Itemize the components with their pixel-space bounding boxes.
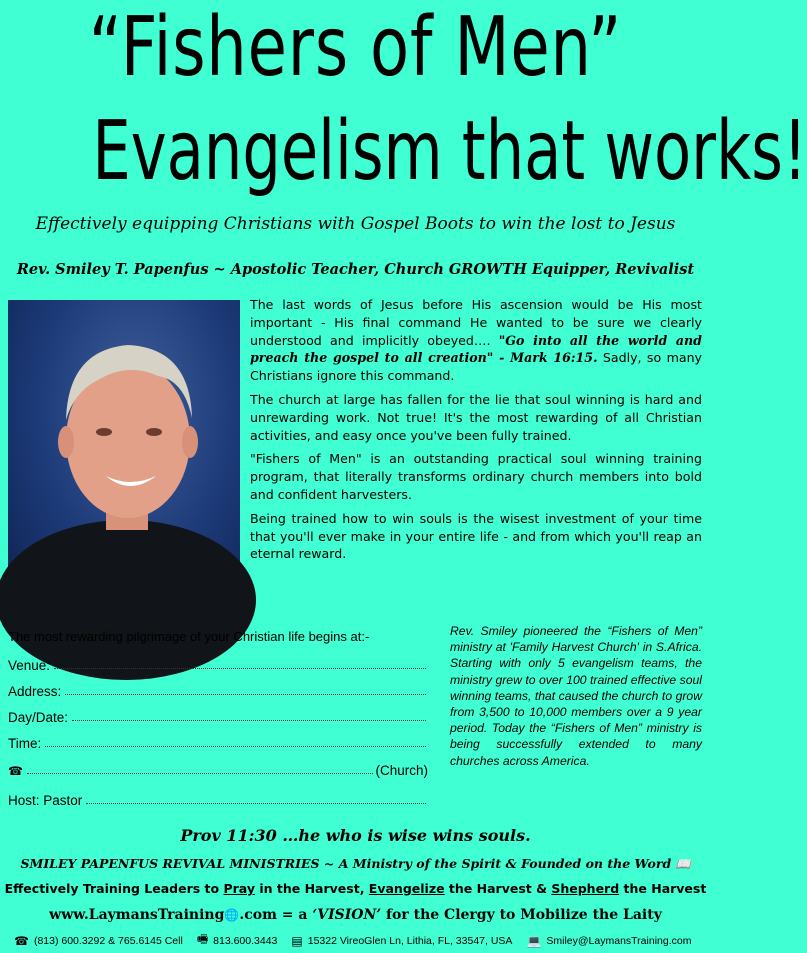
phone-icon: ☎ <box>14 933 29 948</box>
host-label: Host: Pastor <box>8 793 83 808</box>
time-blank <box>45 745 426 747</box>
date-label: Day/Date: <box>8 710 69 725</box>
globe-icon: 🌐 <box>224 908 240 922</box>
contact-bar <box>14 930 704 951</box>
paragraph-2: The church at large has fallen for the lie that soul winning is hard and unrewarding work. Not true! It's the most rewarding of all Christian activities, and easy once you've been fully trained. <box>250 391 702 443</box>
phone-field <box>8 763 428 778</box>
contact-address <box>291 934 512 948</box>
phone-icon: ☎ <box>8 764 23 778</box>
venue-field <box>8 658 428 673</box>
book-icon: 📖 <box>675 857 691 871</box>
paragraph-1 <box>250 296 702 385</box>
ministry-name <box>0 856 711 871</box>
website-suffix: .com = a <box>239 907 313 923</box>
training-shepherd: Shepherd <box>551 881 620 896</box>
address-field <box>8 684 428 699</box>
training-part-d: the Harvest <box>619 881 707 896</box>
phone-blank <box>27 772 374 774</box>
website-line <box>0 907 711 923</box>
portrait-illustration <box>8 300 240 608</box>
training-part-c: the Harvest & <box>444 881 552 896</box>
address-card-icon: ▤ <box>291 933 303 948</box>
title-line-1: “Fishers of Men” <box>88 0 623 95</box>
training-part-b: in the Harvest, <box>255 881 369 896</box>
ministry-history: Rev. Smiley pioneered the “Fishers of Men” ministry at 'Family Harvest Church' in S.Africa. Starting with only 5 evangelism teams, the ministry grew to over 100 trained effective soul winning teams, that caused the church to grow from 3,500 to 10,000 members over a 9 year period. Today the “Fishers of Men” ministry is being successfully extended to many churches across America. <box>450 624 702 768</box>
fax-number: 813.600.3443 <box>213 934 278 947</box>
host-field <box>8 793 428 808</box>
ministry-text: SMILEY PAPENFUS REVIVAL MINISTRIES ~ A Ministry of the Spirit & Founded on the Word <box>20 856 672 871</box>
paragraph-1-end: Sadly, so many Christians ignore this command. <box>250 350 703 384</box>
phone-number: (813) 600.3292 & 765.6145 Cell <box>33 934 183 947</box>
date-blank <box>72 719 426 721</box>
address-label: Address: <box>8 684 62 699</box>
fax-icon: 🖷 <box>196 932 209 946</box>
venue-label: Venue: <box>8 658 51 673</box>
computer-icon: 💻 <box>526 933 542 948</box>
phone-suffix: (Church) <box>375 763 428 778</box>
host-blank <box>86 802 426 804</box>
training-evangelize: Evangelize <box>368 881 445 896</box>
venue-blank <box>54 667 426 669</box>
paragraph-1-start: The last words of Jesus before His ascension would be His most important - His final command He wanted to be sure we clearly understood and implicitly obeyed…. <box>250 297 702 348</box>
title-line-2: Evangelism that works! <box>92 104 807 199</box>
proverb-quote: Prov 11:30 …he who is wise wins souls. <box>180 826 531 845</box>
training-tagline <box>0 881 711 896</box>
date-field <box>8 710 428 725</box>
contact-phone <box>14 934 183 948</box>
contact-fax <box>197 930 278 951</box>
scripture-quote: "Go into all the world and preach the gospel to all creation" - Mark 16:15. <box>250 332 702 366</box>
training-part-a: Effectively Training Leaders to <box>4 881 224 896</box>
paragraph-3: "Fishers of Men" is an outstanding practical soul winning training program, that literally transforms ordinary church members into bold and confident harvesters. <box>250 451 702 502</box>
main-body-text <box>250 296 702 569</box>
vision-word: ‘VISION’ <box>312 907 382 923</box>
training-pray: Pray <box>223 881 255 896</box>
time-label: Time: <box>8 736 42 751</box>
address-blank <box>65 693 426 695</box>
venue-intro: The most rewarding pilgrimage of your Christian life begins at:- <box>8 629 370 644</box>
website-tagline: for the Clergy to Mobilize the Laity <box>381 907 662 923</box>
email-address[interactable]: Smiley@LaymansTraining.com <box>546 934 692 947</box>
website-name[interactable]: www.LaymansTraining <box>49 907 225 923</box>
contact-email <box>526 934 691 948</box>
portrait-photo <box>8 300 240 608</box>
time-field <box>8 736 428 751</box>
subtitle: Effectively equipping Christians with Gospel Boots to win the lost to Jesus <box>35 214 676 234</box>
author-line: Rev. Smiley T. Papenfus ~ Apostolic Teacher, Church GROWTH Equipper, Revivalist <box>16 261 695 278</box>
postal-address: 15322 VireoGlen Ln, Lithia, FL, 33547, USA <box>307 934 513 947</box>
paragraph-4: Being trained how to win souls is the wisest investment of your time that you'll ever make in your entire life - and from which you'll reap an eternal reward. <box>250 510 702 562</box>
